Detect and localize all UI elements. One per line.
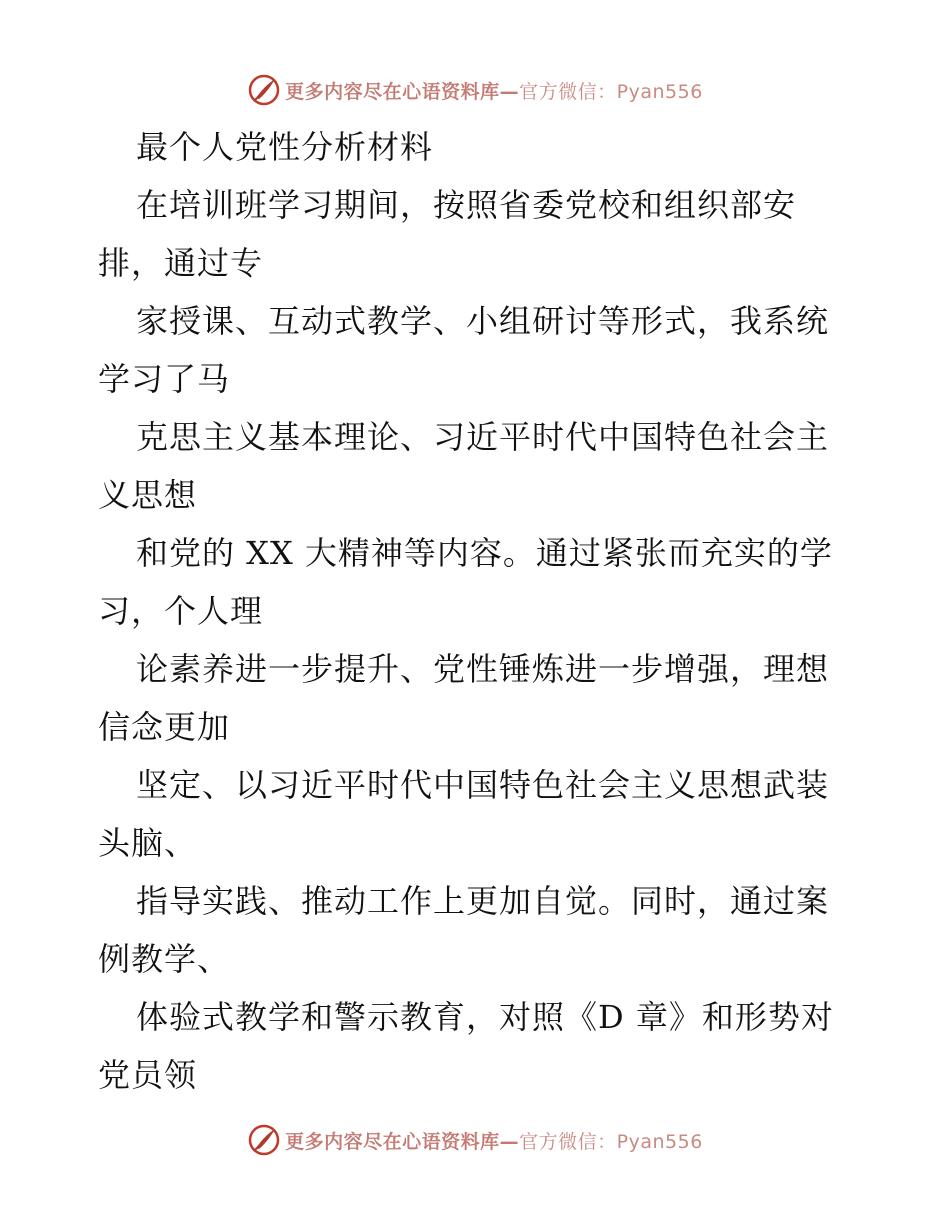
- paragraph-line: 例教学、: [98, 940, 231, 978]
- paragraph-line: 和党的 XX 大精神等内容。通过紧张而充实的学: [136, 534, 833, 572]
- paragraph-line: 家授课、互动式教学、小组研讨等形式，我系统: [136, 302, 830, 340]
- paragraph-line: 论素养进一步提升、党性锤炼进一步增强，理想: [136, 650, 830, 688]
- paragraph-line: 在培训班学习期间，按照省委党校和组织部安: [136, 186, 797, 224]
- paragraph-line: 学习了马: [98, 360, 231, 398]
- paragraph-line: 习，个人理: [98, 592, 264, 630]
- paragraph-line: 义思想: [98, 476, 198, 514]
- paragraph-line: 排，通过专: [98, 244, 264, 282]
- paragraph-line: 坚定、以习近平时代中国特色社会主义思想武装: [136, 766, 830, 804]
- paragraph-line: 信念更加: [98, 708, 231, 746]
- paragraph-line: 党员领: [98, 1056, 198, 1094]
- watermark-text: 更多内容尽在心语资料库—官方微信：Pyan556: [285, 80, 703, 103]
- watermark-text: 更多内容尽在心语资料库—官方微信：Pyan556: [285, 1130, 703, 1153]
- header-watermark: [0, 70, 950, 110]
- footer-watermark: [0, 1120, 950, 1160]
- quill-logo-icon: [247, 73, 281, 107]
- watermark-wechat: 官方微信：Pyan556: [519, 80, 703, 103]
- paragraph-line: 指导实践、推动工作上更加自觉。同时，通过案: [136, 882, 830, 920]
- paragraph-line: 头脑、: [98, 824, 198, 862]
- document-title: 最个人党性分析材料: [136, 128, 434, 166]
- quill-logo-icon: [247, 1123, 281, 1157]
- paragraph-line: 克思主义基本理论、习近平时代中国特色社会主: [136, 418, 830, 456]
- document-body: [98, 118, 858, 1104]
- paragraph-line: 体验式教学和警示教育，对照《D 章》和形势对: [136, 998, 834, 1036]
- watermark-wechat: 官方微信：Pyan556: [519, 1130, 703, 1153]
